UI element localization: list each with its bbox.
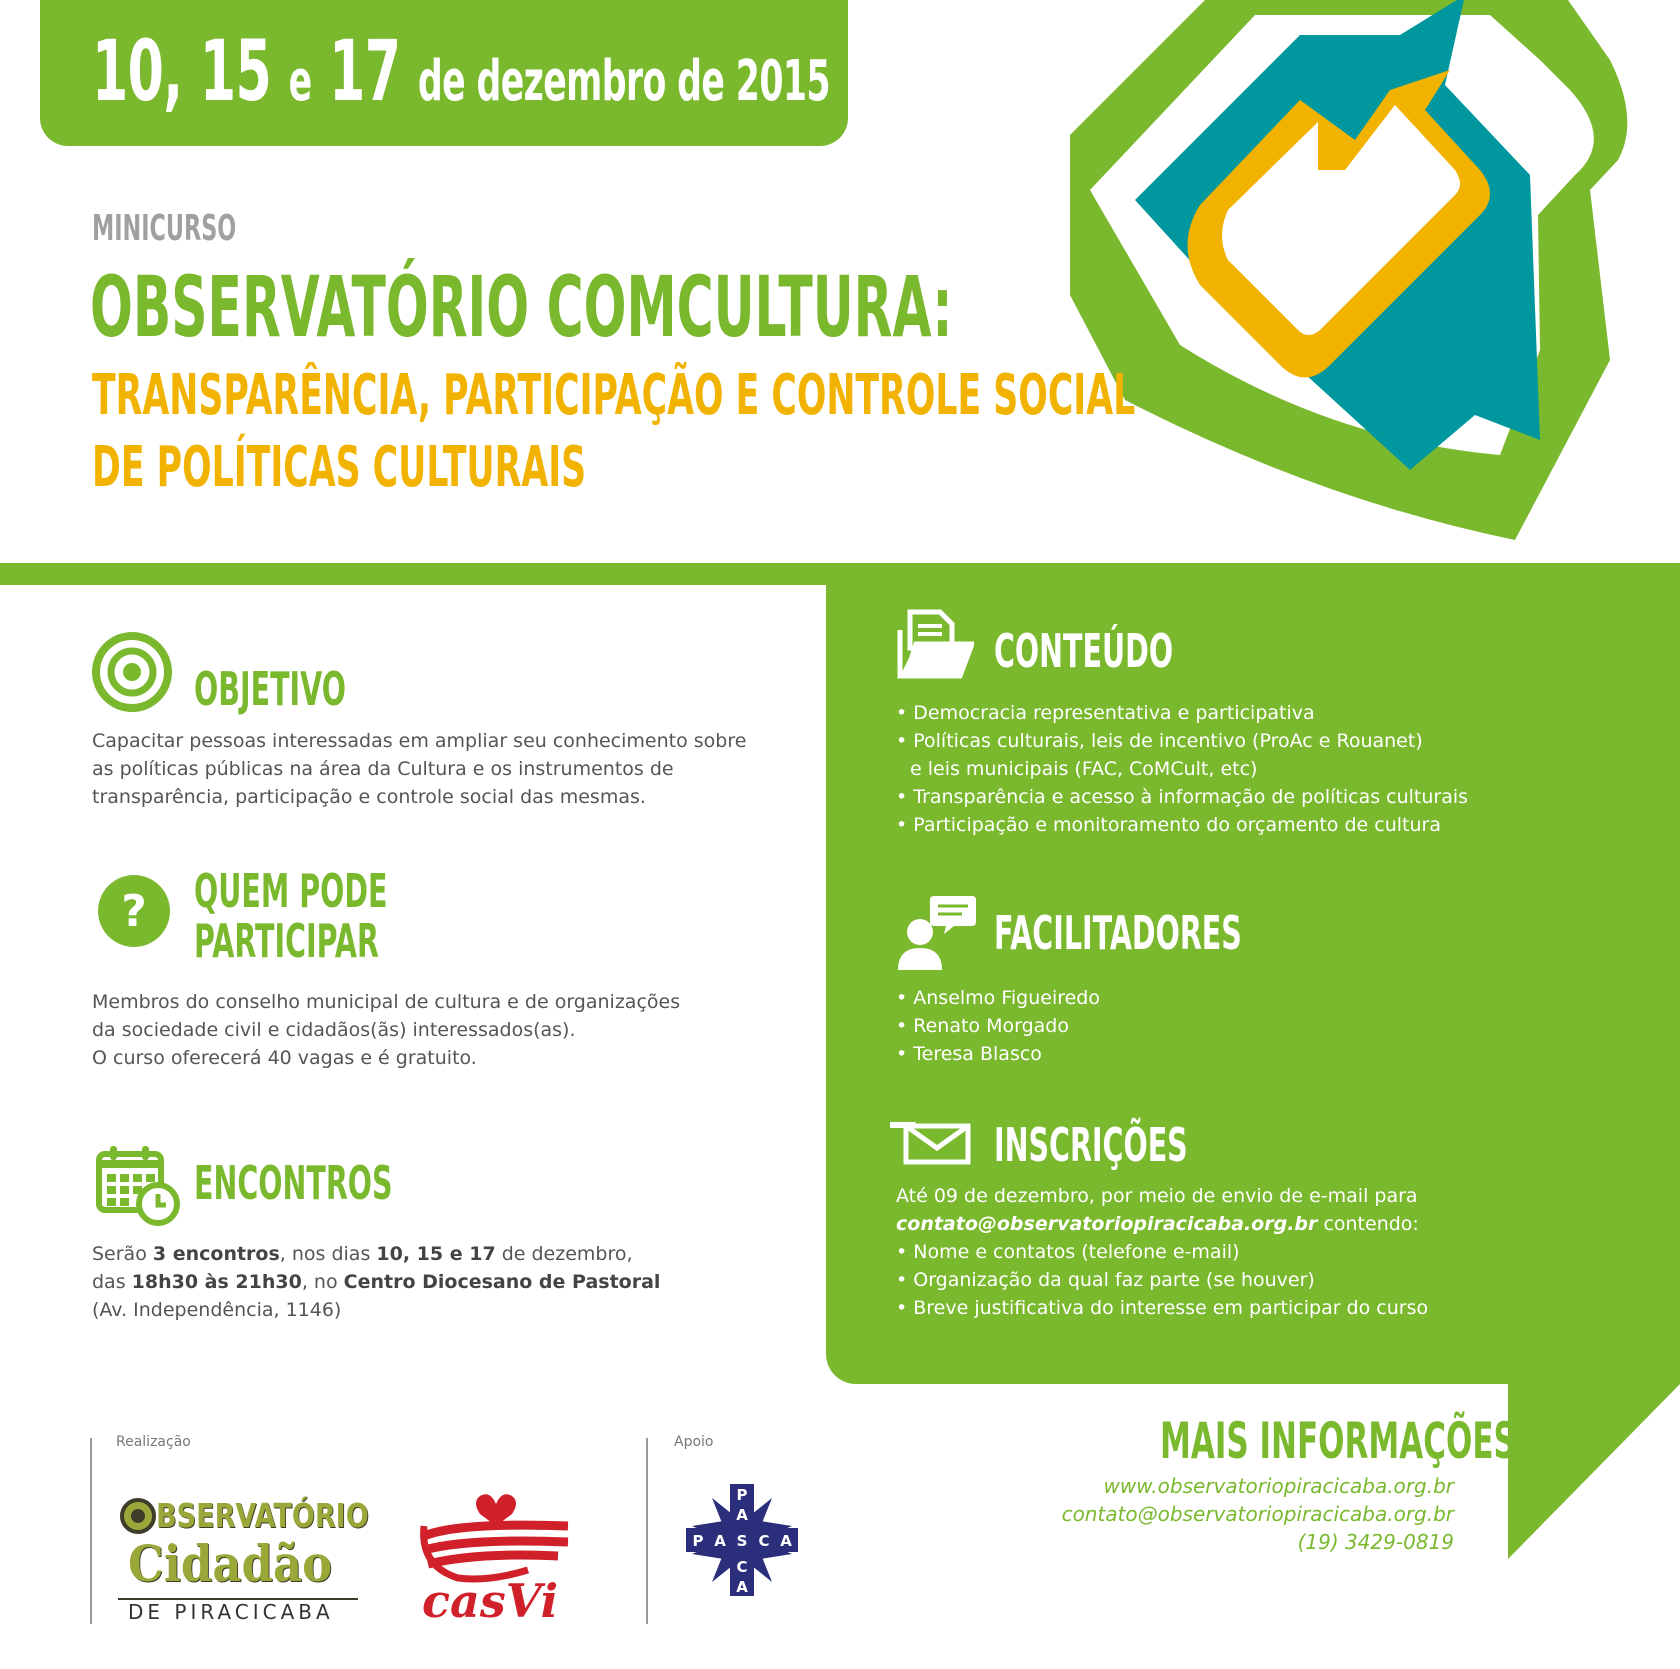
text-line: O curso oferecerá 40 vagas e é gratuito. xyxy=(92,1047,477,1069)
subtitle-line: TRANSPARÊNCIA, PARTICIPAÇÃO E CONTROLE SOCIAL xyxy=(92,363,1136,428)
quem-heading xyxy=(194,866,388,966)
text-line: Capacitar pessoas interessadas em ampliar seu conhecimento sobre xyxy=(92,730,747,752)
text-line xyxy=(92,1240,660,1268)
logo-letter: C xyxy=(736,1558,748,1576)
panel-tail xyxy=(1508,1384,1680,1559)
email-link[interactable]: contato@observatoriopiracicaba.org.br xyxy=(896,1213,1318,1235)
date-banner xyxy=(40,0,848,146)
list-item: • Anselmo Figueiredo xyxy=(896,984,1100,1012)
sponsor-separator xyxy=(90,1438,92,1624)
svg-text:?: ? xyxy=(121,886,147,937)
date-conj: e xyxy=(288,49,312,114)
logo-text: Cidadão xyxy=(128,1534,333,1593)
encontros-heading: ENCONTROS xyxy=(194,1156,393,1210)
facilitadores-list xyxy=(896,984,1100,1068)
objetivo-text xyxy=(92,727,746,811)
website-link[interactable]: www.observatoriopiracicaba.org.br xyxy=(1103,1474,1454,1498)
realizacao-label: Realização xyxy=(116,1434,191,1450)
target-icon xyxy=(92,632,172,712)
phone-number: (19) 3429-0819 xyxy=(1297,1530,1454,1554)
list-item: • Democracia representativa e participativa xyxy=(896,699,1468,727)
heading-line: PARTICIPAR xyxy=(194,914,379,968)
magnifier-eye-icon xyxy=(118,1496,158,1536)
logo-letter: A xyxy=(736,1578,748,1596)
subtitle-line: DE POLÍTICAS CULTURAIS xyxy=(92,435,587,500)
question-icon xyxy=(97,874,171,948)
text-line: transparência, participação e controle social das mesmas. xyxy=(92,786,646,808)
observatorio-logo xyxy=(118,1490,369,1625)
text-line: Membros do conselho municipal de cultura e de organizações xyxy=(92,991,681,1013)
logo-letter: S xyxy=(736,1532,748,1550)
list-item: • Organização da qual faz parte (se houver) xyxy=(896,1266,1428,1294)
logo-text: casVi xyxy=(422,1574,559,1628)
conteudo-heading: CONTEÚDO xyxy=(994,624,1174,678)
calendar-icon xyxy=(96,1144,180,1226)
list-item: • Teresa Blasco xyxy=(896,1040,1100,1068)
speaker-person-icon xyxy=(896,894,978,972)
inscricoes-text xyxy=(896,1182,1428,1322)
event-dates xyxy=(92,22,830,120)
text-span: Serão xyxy=(92,1243,153,1265)
list-item: • Renato Morgado xyxy=(896,1012,1100,1040)
course-kicker: MINICURSO xyxy=(92,208,237,249)
list-item: • Políticas culturais, leis de incentivo (ProAc e Rouanet) xyxy=(896,727,1468,755)
date-day-last: 17 xyxy=(329,22,401,120)
logo-text: BSERVATÓRIO xyxy=(156,1496,369,1535)
text-strong: Centro Diocesano de Pastoral xyxy=(343,1271,661,1293)
conteudo-list xyxy=(896,699,1468,839)
text-span: e leis municipais (FAC, CoMCult, etc) xyxy=(910,758,1258,780)
logo-letter: A xyxy=(714,1532,726,1550)
list-item: • Transparência e acesso à informação de políticas culturais xyxy=(896,783,1468,811)
text-span: das xyxy=(92,1271,132,1293)
mais-info-contacts xyxy=(1062,1472,1454,1556)
apoio-label: Apoio xyxy=(674,1434,714,1450)
text-line: da sociedade civil e cidadãos(ãs) interessados(as). xyxy=(92,1019,576,1041)
text-strong: 18h30 às 21h30 xyxy=(131,1271,302,1293)
speech-bubble-logo-icon xyxy=(1070,0,1680,540)
date-month-year: de dezembro de 2015 xyxy=(417,49,830,114)
text-line xyxy=(92,1268,660,1296)
list-item: • Participação e monitoramento do orçamento de cultura xyxy=(896,811,1468,839)
course-subtitle xyxy=(92,360,1135,504)
logo-text: DE PIRACICABA xyxy=(128,1600,334,1624)
text-span: contendo: xyxy=(1317,1213,1419,1235)
casvi-logo xyxy=(418,1486,578,1626)
heading-line: QUEM PODE xyxy=(194,864,388,918)
text-line: Até 09 de dezembro, por meio de envio de e-mail para xyxy=(896,1185,1418,1207)
list-item: • Breve justificativa do interesse em participar do curso xyxy=(896,1294,1428,1322)
text-line: (Av. Independência, 1146) xyxy=(92,1299,342,1321)
mail-send-icon xyxy=(888,1118,972,1166)
quem-text xyxy=(92,988,680,1072)
logo-letter: A xyxy=(780,1532,792,1550)
text-span: , no xyxy=(301,1271,344,1293)
folder-document-icon xyxy=(896,608,974,680)
list-item-continued xyxy=(896,755,1468,783)
logo-letter: A xyxy=(736,1506,748,1524)
text-line: as políticas públicas na área da Cultura e os instrumentos de xyxy=(92,758,674,780)
heart-hand-icon xyxy=(418,1486,578,1586)
objetivo-heading: OBJETIVO xyxy=(194,662,346,716)
text-span: , nos dias xyxy=(279,1243,377,1265)
text-strong: 3 encontros xyxy=(152,1243,280,1265)
text-strong: 10, 15 e 17 xyxy=(376,1243,496,1265)
inscricoes-heading: INSCRIÇÕES xyxy=(994,1118,1188,1172)
text-line xyxy=(896,1210,1428,1238)
pasca-cross-logo xyxy=(682,1480,802,1600)
text-span: de dezembro, xyxy=(495,1243,633,1265)
date-days: 10, 15 xyxy=(92,22,272,120)
sponsor-separator xyxy=(646,1438,648,1624)
encontros-text xyxy=(92,1240,660,1324)
divider-band xyxy=(0,563,826,585)
logo-letter: P xyxy=(736,1486,748,1504)
mais-info-heading: MAIS INFORMAÇÕES xyxy=(1160,1412,1516,1470)
list-item: • Nome e contatos (telefone e-mail) xyxy=(896,1238,1428,1266)
course-title: OBSERVATÓRIO COMCULTURA: xyxy=(90,258,953,356)
logo-letter: P xyxy=(692,1532,704,1550)
facilitadores-heading: FACILITADORES xyxy=(994,906,1242,960)
logo-letter: C xyxy=(758,1532,770,1550)
email-link[interactable]: contato@observatoriopiracicaba.org.br xyxy=(1061,1502,1454,1526)
